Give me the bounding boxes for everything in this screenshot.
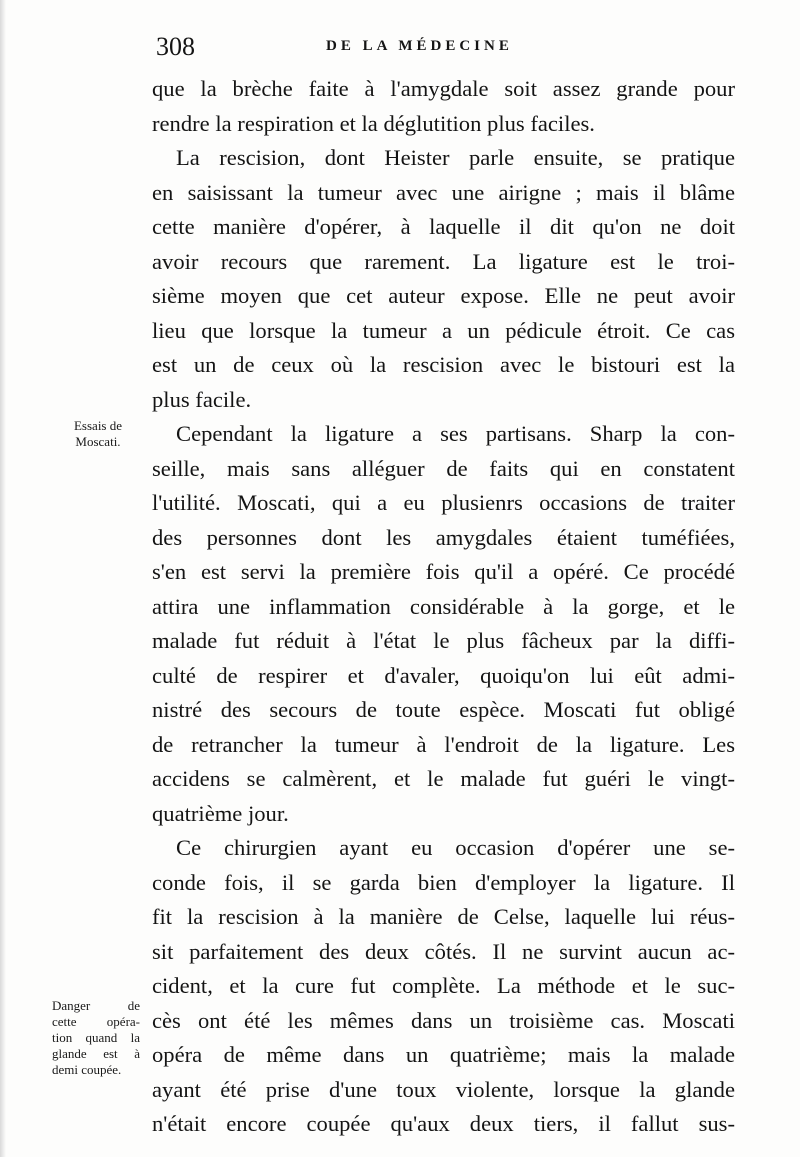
margin-note-danger — [52, 998, 140, 1078]
text-line: s'en est servi la première fois qu'il a opéré. Ce procédé — [152, 559, 735, 584]
text-line: sit parfaitement des deux côtés. Il ne survint aucun ac- — [152, 938, 735, 964]
text-line: cette manière d'opérer, à laquelle il dit qu'on ne doit — [152, 214, 735, 239]
margin-note-line: tion quand la — [52, 1030, 140, 1045]
text-line: est un de ceux où la rescision avec le bistouri est la — [152, 352, 735, 377]
body-text — [152, 72, 735, 1142]
text-line: n'était encore coupée qu'aux deux tiers, il fallut sus- — [152, 1111, 735, 1136]
text-line: rendre la respiration et la déglutition plus faciles. — [152, 110, 595, 136]
text-line: cident, et la cure fut complète. La méthode et le suc- — [152, 973, 735, 998]
text-line: malade fut réduit à l'état le plus fâcheux par la diffi- — [152, 628, 735, 653]
page-header — [156, 32, 726, 62]
text-line: La rescision, dont Heister parle ensuite, se pratique — [176, 145, 735, 170]
text-line: des personnes dont les amygdales étaient tuméfiées, — [152, 524, 735, 550]
text-line: lieu que lorsque la tumeur a un pédicule étroit. Ce cas — [152, 317, 735, 343]
text-line: attira une inflammation considérable à la gorge, et le — [152, 593, 735, 619]
text-line: en saisissant la tumeur avec une airigne ; mais il blâme — [152, 179, 735, 205]
text-line: Ce chirurgien ayant eu occasion d'opérer une se- — [176, 835, 735, 860]
text-line: conde fois, il se garda bien d'employer la ligature. Il — [152, 869, 735, 895]
text-line: que la brèche faite à l'amygdale soit assez grande pour — [152, 76, 735, 101]
text-line: quatrième jour. — [152, 800, 289, 826]
text-line: cès ont été les mêmes dans un troisième cas. Moscati — [152, 1007, 735, 1033]
text-line: ayant été prise d'une toux violente, lorsque la glande — [152, 1076, 735, 1102]
text-line: culté de respirer et d'avaler, quoiqu'on lui eût admi- — [152, 662, 735, 688]
margin-note-line: Essais de — [73, 418, 123, 433]
text-line: l'utilité. Moscati, qui a eu plusienrs occasions de traiter — [152, 490, 735, 515]
text-line: Cependant la ligature a ses partisans. Sharp la con- — [176, 421, 735, 446]
margin-note-line: Danger de — [52, 998, 140, 1013]
margin-note-line: cette opéra- — [52, 1014, 140, 1029]
text-line: nistré des secours de toute espèce. Moscati fut obligé — [152, 697, 735, 722]
margin-note-line: glande est à — [52, 1046, 140, 1061]
text-line: de retrancher la tumeur à l'endroit de la ligature. Les — [152, 731, 735, 757]
page-number: 308 — [156, 32, 195, 61]
text-line: seille, mais sans alléguer de faits qui en constatent — [152, 455, 735, 481]
margin-note-line: demi coupée. — [52, 1062, 122, 1077]
text-line: avoir recours que rarement. La ligature est le troi- — [152, 248, 735, 274]
text-line: plus facile. — [152, 386, 252, 412]
running-head: DE LA MÉDECINE — [326, 38, 513, 54]
page-edge-shadow — [0, 0, 6, 1157]
margin-note-line: Moscati. — [75, 434, 121, 449]
text-line: opéra de même dans un quatrième; mais la malade — [152, 1042, 735, 1067]
text-line: sième moyen que cet auteur expose. Elle ne peut avoir — [152, 283, 735, 308]
margin-note-moscati — [58, 418, 138, 450]
text-line: fit la rescision à la manière de Celse, laquelle lui réus- — [152, 904, 735, 929]
text-line: accidens se calmèrent, et le malade fut guéri le vingt- — [152, 766, 735, 791]
